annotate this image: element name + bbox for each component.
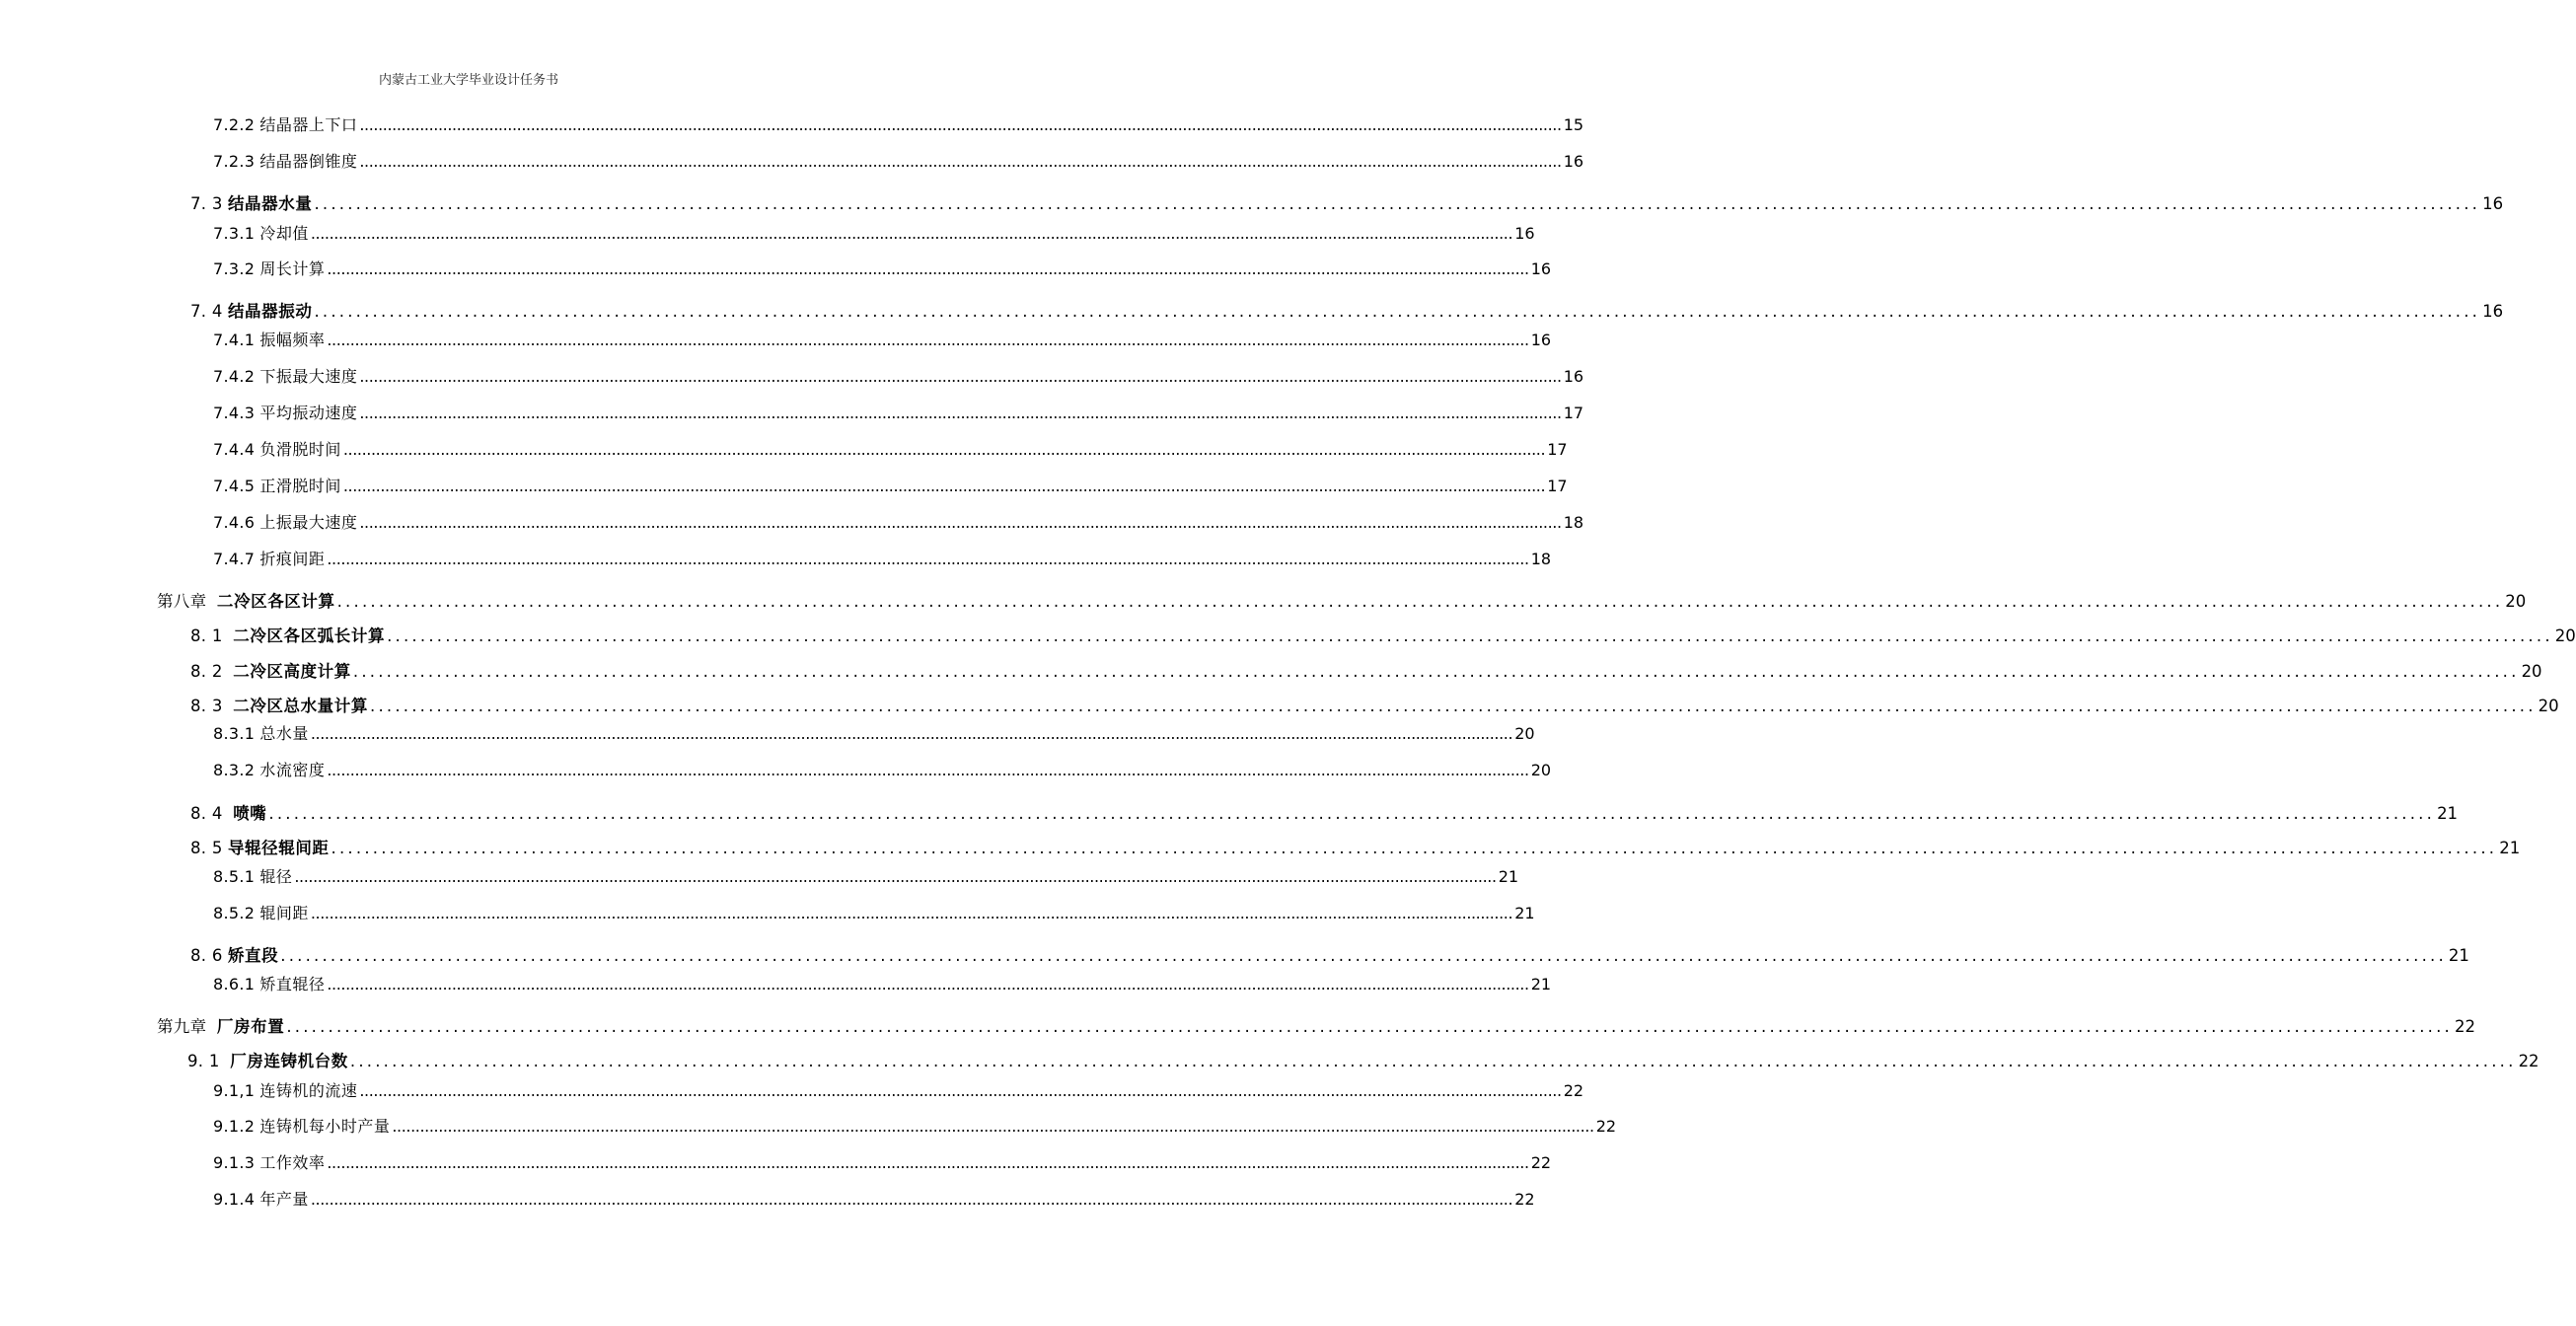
toc-entry-label: 冷却值 xyxy=(259,224,309,243)
toc-entry-page: 20 xyxy=(2521,662,2542,681)
toc-entry-page: 16 xyxy=(1514,224,1535,243)
toc-entry-number: 7.4.2 xyxy=(213,367,256,386)
toc-entry[interactable] xyxy=(213,259,1552,279)
toc-entry-number: 7.3.1 xyxy=(213,224,256,243)
toc-entry-label: 连铸机的流速 xyxy=(259,1081,358,1100)
toc-entry[interactable] xyxy=(190,194,2504,214)
toc-entry-page: 16 xyxy=(1530,259,1552,278)
toc-entry[interactable] xyxy=(213,513,1584,533)
toc-entry-page: 16 xyxy=(1563,367,1584,386)
toc-entry[interactable] xyxy=(190,302,2504,322)
dot-leader: .................................................................................................................................................................................................................................................................... xyxy=(342,477,1546,495)
dot-leader: .................................................................................................................................................................................................................................................................... xyxy=(349,1052,2517,1070)
toc-entry[interactable] xyxy=(213,115,1584,135)
dot-leader: .................................................................................................................................................................................................................................................................... xyxy=(342,440,1546,459)
toc-entry[interactable] xyxy=(190,804,2459,824)
toc-entry-page: 22 xyxy=(1563,1081,1584,1100)
toc-entry-label: 振幅频率 xyxy=(259,331,326,349)
dot-leader: .................................................................................................................................................................................................................................................................... xyxy=(359,1081,1562,1100)
toc-entry[interactable] xyxy=(213,724,1535,744)
toc-entry-label: 工作效率 xyxy=(259,1153,326,1172)
dot-leader: .................................................................................................................................................................................................................................................................... xyxy=(310,224,1513,243)
dot-leader: .................................................................................................................................................................................................................................................................... xyxy=(331,839,2498,857)
toc-entry-page: 22 xyxy=(1514,1190,1535,1209)
toc-entry[interactable] xyxy=(213,477,1568,496)
toc-entry-page: 20 xyxy=(1530,761,1552,779)
toc-entry-number: 7.4.3 xyxy=(213,404,256,422)
toc-entry-label: 矫直辊径 xyxy=(259,975,326,994)
dot-leader: .................................................................................................................................................................................................................................................................... xyxy=(314,194,2481,213)
toc-entry-page: 17 xyxy=(1547,440,1568,459)
toc-entry-number: 第八章 xyxy=(157,592,207,611)
toc-entry-page: 21 xyxy=(2448,946,2469,965)
toc-entry-label: 结晶器上下口 xyxy=(259,115,358,134)
toc-entry-page: 18 xyxy=(1530,550,1552,568)
toc-entry-number: 7.4.4 xyxy=(213,440,256,459)
dot-leader: .................................................................................................................................................................................................................................................................... xyxy=(327,975,1529,994)
toc-entry-label: 结晶器振动 xyxy=(227,302,313,321)
dot-leader: .................................................................................................................................................................................................................................................................... xyxy=(359,152,1562,171)
toc-entry-label: 正滑脱时间 xyxy=(259,477,341,495)
toc-entry[interactable] xyxy=(157,592,2527,612)
toc-entry-label: 结晶器水量 xyxy=(227,194,313,213)
toc-entry-label: 年产量 xyxy=(259,1190,309,1209)
toc-entry[interactable] xyxy=(190,697,2559,716)
dot-leader: .................................................................................................................................................................................................................................................................... xyxy=(387,626,2553,645)
toc-entry-page: 22 xyxy=(2518,1052,2539,1070)
toc-entry[interactable] xyxy=(157,1017,2475,1037)
toc-entry-page: 17 xyxy=(1547,477,1568,495)
toc-entry-number: 7.4.6 xyxy=(213,513,256,532)
dot-leader: .................................................................................................................................................................................................................................................................... xyxy=(352,662,2520,681)
toc-entry[interactable] xyxy=(213,1117,1617,1137)
toc-entry[interactable] xyxy=(213,1081,1584,1101)
toc-entry[interactable] xyxy=(213,404,1584,423)
page-header: 内蒙古工业大学毕业设计任务书 xyxy=(378,73,558,88)
toc-entry-page: 16 xyxy=(2482,194,2504,213)
dot-leader: .................................................................................................................................................................................................................................................................... xyxy=(370,697,2537,715)
toc-entry[interactable] xyxy=(213,1153,1552,1173)
toc-entry[interactable] xyxy=(213,152,1584,172)
toc-entry-label: 厂房连铸机台数 xyxy=(230,1052,348,1070)
toc-entry-page: 16 xyxy=(1563,152,1584,171)
toc-entry[interactable] xyxy=(190,662,2542,682)
dot-leader: .................................................................................................................................................................................................................................................................... xyxy=(314,302,2481,321)
toc-entry-number: 8.3.2 xyxy=(213,761,256,779)
toc-entry-page: 21 xyxy=(2437,804,2459,823)
toc-entry[interactable] xyxy=(213,331,1552,350)
toc-entry-page: 21 xyxy=(1498,867,1519,886)
toc-entry-label: 上振最大速度 xyxy=(259,513,358,532)
toc-entry-page: 20 xyxy=(2538,697,2559,715)
toc-entry-label: 矫直段 xyxy=(227,946,279,965)
toc-entry-page: 20 xyxy=(1514,724,1535,743)
dot-leader: .................................................................................................................................................................................................................................................................... xyxy=(359,367,1562,386)
toc-entry-page: 17 xyxy=(1563,404,1584,422)
toc-entry-page: 18 xyxy=(1563,513,1584,532)
toc-entry-number: 8. 3 xyxy=(190,697,223,715)
toc-entry-number: 8.6.1 xyxy=(213,975,256,994)
toc-entry-label: 二冷区总水量计算 xyxy=(233,697,368,715)
toc-entry-label: 平均振动速度 xyxy=(259,404,358,422)
toc-entry[interactable] xyxy=(213,904,1535,923)
toc-entry[interactable] xyxy=(213,224,1535,244)
toc-entry-page: 16 xyxy=(2482,302,2504,321)
toc-entry[interactable] xyxy=(213,440,1568,460)
toc-entry-label: 下振最大速度 xyxy=(259,367,358,386)
dot-leader: .................................................................................................................................................................................................................................................................... xyxy=(392,1117,1594,1136)
toc-entry-number: 9.1,1 xyxy=(213,1081,256,1100)
toc-entry-number: 9.1.3 xyxy=(213,1153,256,1172)
toc-entry-label: 连铸机每小时产量 xyxy=(259,1117,391,1136)
toc-entry-number: 7. 3 xyxy=(190,194,223,213)
toc-entry-page: 21 xyxy=(2499,839,2521,857)
dot-leader: .................................................................................................................................................................................................................................................................... xyxy=(359,115,1562,134)
toc-entry-page: 21 xyxy=(1514,904,1535,922)
toc-entry-label: 导辊径辊间距 xyxy=(227,839,330,857)
toc-entry-label: 辊间距 xyxy=(259,904,309,922)
toc-entry-label: 周长计算 xyxy=(259,259,326,278)
toc-entry-label: 负滑脱时间 xyxy=(259,440,341,459)
toc-entry-number: 8. 5 xyxy=(190,839,223,857)
toc-entry-number: 8.5.2 xyxy=(213,904,256,922)
toc-entry-number: 7. 4 xyxy=(190,302,223,321)
dot-leader: .................................................................................................................................................................................................................................................................... xyxy=(310,904,1513,922)
dot-leader: .................................................................................................................................................................................................................................................................... xyxy=(359,513,1562,532)
toc-entry-number: 7.4.7 xyxy=(213,550,256,568)
toc-entry-label: 总水量 xyxy=(259,724,309,743)
toc-entry[interactable] xyxy=(213,1190,1535,1210)
toc-entry-number: 8.3.1 xyxy=(213,724,256,743)
toc-entry-label: 折痕间距 xyxy=(259,550,326,568)
toc-entry-page: 20 xyxy=(2554,626,2576,645)
toc-entry[interactable] xyxy=(213,975,1552,994)
dot-leader: .................................................................................................................................................................................................................................................................... xyxy=(286,1017,2453,1036)
dot-leader: .................................................................................................................................................................................................................................................................... xyxy=(327,550,1529,568)
toc-entry-number: 9. 1 xyxy=(187,1052,220,1070)
toc-entry[interactable] xyxy=(190,626,2576,646)
dot-leader: .................................................................................................................................................................................................................................................................... xyxy=(310,724,1513,743)
toc-entry[interactable] xyxy=(190,839,2521,858)
toc-entry[interactable] xyxy=(213,867,1519,887)
toc-entry-label: 结晶器倒锥度 xyxy=(259,152,358,171)
toc-entry-number: 8.5.1 xyxy=(213,867,256,886)
toc-entry[interactable] xyxy=(190,946,2469,966)
toc-entry-number: 9.1.2 xyxy=(213,1117,256,1136)
toc-entry-label: 厂房布置 xyxy=(216,1017,285,1036)
toc-entry[interactable] xyxy=(187,1052,2539,1071)
toc-entry-number: 7.2.3 xyxy=(213,152,256,171)
dot-leader: .................................................................................................................................................................................................................................................................... xyxy=(280,946,2447,965)
toc-entry-number: 8. 2 xyxy=(190,662,223,681)
toc-entry-page: 16 xyxy=(1530,331,1552,349)
toc-entry-page: 21 xyxy=(1530,975,1552,994)
dot-leader: .................................................................................................................................................................................................................................................................... xyxy=(327,761,1529,779)
toc-entry[interactable] xyxy=(213,761,1552,780)
toc-entry-label: 水流密度 xyxy=(259,761,326,779)
toc-entry-label: 二冷区高度计算 xyxy=(233,662,351,681)
toc-entry-number: 9.1.4 xyxy=(213,1190,256,1209)
dot-leader: .................................................................................................................................................................................................................................................................... xyxy=(268,804,2436,823)
toc-entry-number: 7.4.5 xyxy=(213,477,256,495)
dot-leader: .................................................................................................................................................................................................................................................................... xyxy=(327,1153,1529,1172)
toc-entry-page: 22 xyxy=(1530,1153,1552,1172)
toc-entry-number: 7.3.2 xyxy=(213,259,256,278)
toc-entry-page: 20 xyxy=(2505,592,2527,611)
dot-leader: .................................................................................................................................................................................................................................................................... xyxy=(310,1190,1513,1209)
toc-entry-number: 第九章 xyxy=(157,1017,207,1036)
toc-entry-number: 8. 1 xyxy=(190,626,223,645)
dot-leader: .................................................................................................................................................................................................................................................................... xyxy=(336,592,2504,611)
toc-entry-number: 8. 6 xyxy=(190,946,223,965)
toc-entry-page: 22 xyxy=(2454,1017,2475,1036)
toc-entry-number: 7.4.1 xyxy=(213,331,256,349)
toc-entry-number: 7.2.2 xyxy=(213,115,256,134)
dot-leader: .................................................................................................................................................................................................................................................................... xyxy=(327,259,1529,278)
toc-entry-page: 15 xyxy=(1563,115,1584,134)
dot-leader: .................................................................................................................................................................................................................................................................... xyxy=(327,331,1529,349)
toc-entry-label: 二冷区各区弧长计算 xyxy=(233,626,386,645)
toc-entry-label: 二冷区各区计算 xyxy=(216,592,335,611)
toc-entry-number: 8. 4 xyxy=(190,804,223,823)
toc-entry-label: 辊径 xyxy=(259,867,293,886)
dot-leader: .................................................................................................................................................................................................................................................................... xyxy=(359,404,1562,422)
dot-leader: .................................................................................................................................................................................................................................................................... xyxy=(294,867,1497,886)
toc-entry[interactable] xyxy=(213,367,1584,387)
toc-entry-label: 喷嘴 xyxy=(233,804,267,823)
toc-entry[interactable] xyxy=(213,550,1552,569)
toc-entry-page: 22 xyxy=(1595,1117,1617,1136)
